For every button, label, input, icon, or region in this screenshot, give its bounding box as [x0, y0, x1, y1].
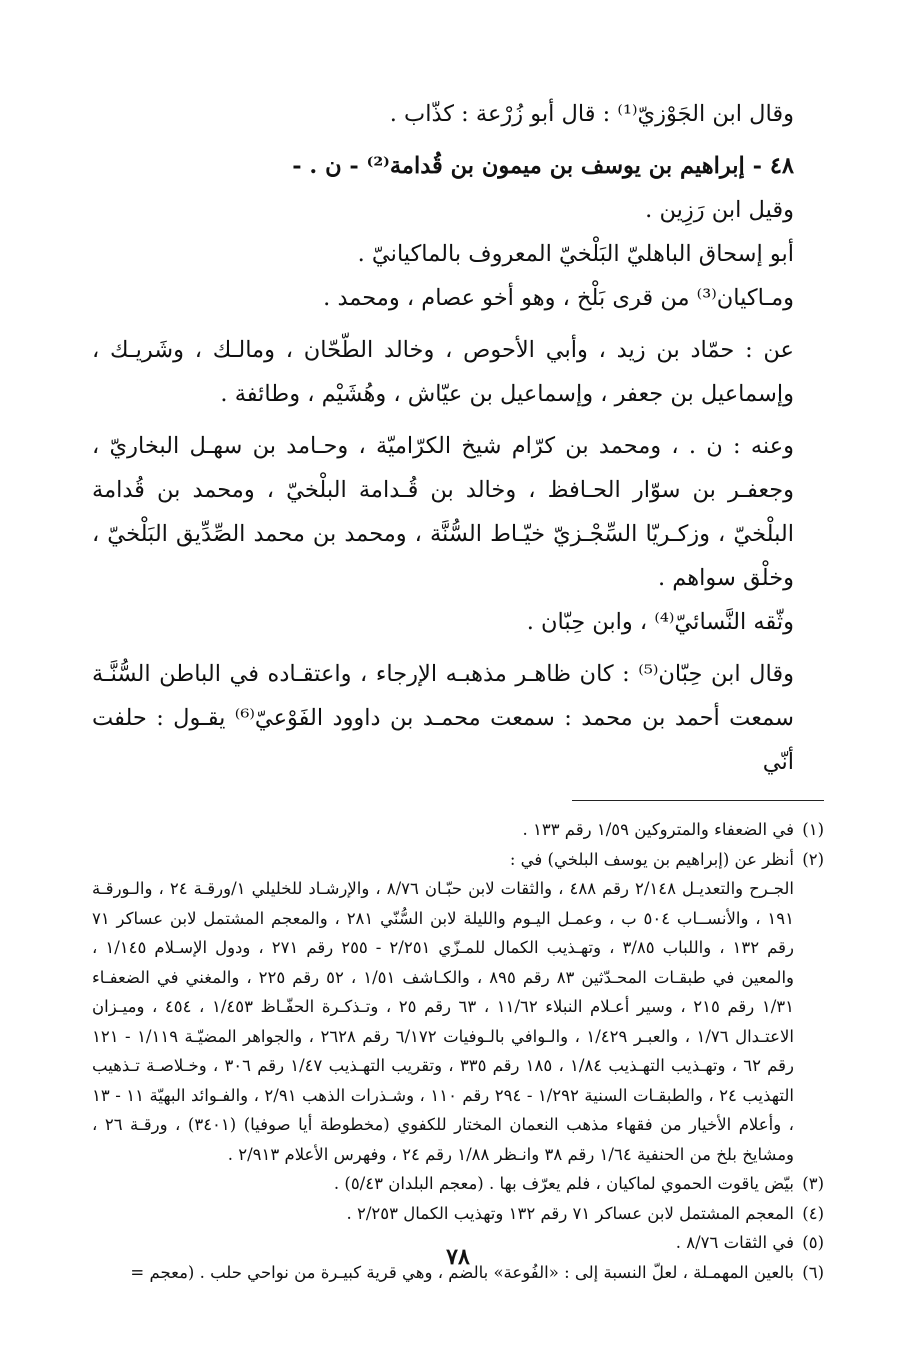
footnote-number: (٥) — [802, 1233, 824, 1252]
footnote-text: المعجم المشتمل لابن عساكر ٧١ رقم ١٣٢ وتهذيب الكمال ٢/٢٥٣ . — [346, 1203, 794, 1223]
footnotes — [92, 815, 824, 1287]
footnote-number: (١) — [802, 820, 824, 839]
paragraph-kunya: أبو إسحاق الباهليّ البَلْخيّ المعروف بالماكيانيّ . — [357, 241, 794, 267]
footnote-number: (٤) — [802, 1203, 824, 1223]
paragraph-alt-name: وقيل ابن رَزِين . — [645, 197, 794, 223]
page-number: ٧٨ — [446, 1244, 470, 1270]
footnote — [92, 845, 824, 875]
footnote-sources-list: الجـرح والتعديـل ٢/١٤٨ رقم ٤٨٨ ، والثقات لابن حبّـان ٨/٧٦ ، والإرشـاد للخليلي ١/ورقـة ٢٤ ، والـورقـة ١٩١ ، والأنســاب ٥٠٤ ب ، وعمـل اليـوم والليلة لابن السُّنّي ٢٨١ ، والمعجم المشتمل لابن عساكر ٧١ رقم ١٣٢ ، واللباب ٣/٨٥ ، وتهـذيب الكمال للمـزّي ٢/٢٥١ - ٢٥٥ رقم ٢٧١ ، ودول الإسـلام ١/١٤٥ ، والمعين في طبقـات المحـدّثين ٨٣ رقم ٨٩٥ ، والكـاشف ١/٥١ ، ٥٢ رقم ٢٢٥ ، والمغني في الضعفـاء ١/٣١ رقم ٢١٥ ، وسير أعـلام النبلاء ١١/٦٢ ، ٦٣ رقم ٢٥ ، وتـذكـرة الحفّـاظ ١/٤٥٣ ، ٤٥٤ ، وميـزان الاعتـدال ١/٧٦ ، والعبـر ١/٤٢٩ ، والـوافي بالـوفيات ٦/١٧٢ رقم ٢٦٢٨ ، والجواهر المضيّـة ١/١١٩ - ١٢١ رقم ٦٢ ، وتهـذيب التهـذيب ١/٨٤ ، ١٨٥ رقم ٣٣٥ ، وتقريب التهـذيب ١/٤٧ رقم ٣٠٦ ، وخـلاصـة تـذهيب التهذيب ٢٤ ، والطبقـات السنية ١/٢٩٢ - ٢٩٤ رقم ١١٠ ، وشـذرات الذهب ٢/٩١ ، والفـوائد البهيّة ١١ - ١٣ ، وأعلام الأخيار من فقهاء مذهب النعمان المختار للكفوي (مخطوطة أيا صوفيا) (٣٤٠١) ، ورقـة ٢٦ ، ومشايخ بلخ من الحنفية ١/٦٤ رقم ٣٨ وانـظر ١/٨٨ رقم ٢٤ ، وفهرس الأعلام ٢/٩١٣ . — [92, 879, 795, 1164]
footnote-text: في الثقات ٨/٧٦ . — [675, 1233, 794, 1252]
footnote-number: (٢) — [802, 849, 824, 869]
paragraph-teachers: عن : حمّاد بن زيد ، وأبي الأحوص ، وخالد الطّحّان ، ومالـك ، وشَريـك ، وإسماعيل بن جعفر ، وإسماعيل بن عيّاش ، وهُشَيْم ، وطائفة . — [92, 337, 794, 407]
footnote-divider — [572, 800, 824, 801]
footnote — [92, 1169, 824, 1199]
paragraph-students: وعنه : ن . ، ومحمد بن كرّام شيخ الكرّاميّة ، وحـامد بن سهـل البخاريّ ، وجعفـر بن سوّار الحـافظ ، وخالد بن قُـدامة البلْخيّ ، ومحمد بن قُدامة البلْخيّ ، وزكـريّا السِّجْـزيّ خيّـاط السُّنَّة ، ومحمد بن محمد الصِّدِّيق البَلْخيّ ، وخلْق سواهم . — [92, 433, 794, 591]
paragraph-ibn-hibban: وقال ابن حِبّان⁽⁵⁾ : كان ظاهـر مذهبـه الإرجاء ، واعتقـاده في الباطن السُّنَّـة سمعت أحمد بن محمد : سمعت محمـد بن داوود الفَوْعيّ⁽⁶⁾ يقـول : حلفت أنّي — [92, 661, 795, 775]
footnote-text: في الضعفاء والمتروكين ١/٥٩ رقم ١٣٣ . — [522, 820, 794, 839]
footnote — [92, 815, 824, 845]
paragraph-makiyan: ومـاكيان⁽³⁾ من قرى بَلْخ ، وهو أخو عصام ، ومحمد . — [323, 285, 794, 311]
main-text — [92, 92, 824, 784]
footnote-text: بالعين المهمـلة ، لعلّ النسبة إلى : «الفُوعة» بالضم ، وهي قرية كبيـرة من نواحي حلب . (معجم = — [130, 1262, 794, 1282]
footnote-number: (٦) — [802, 1262, 824, 1282]
paragraph-authentication: وثّقه النَّسائيّ⁽⁴⁾ ، وابن حِبّان . — [526, 609, 794, 635]
footnote — [92, 1199, 824, 1229]
footnote-text: أنظر عن (إبراهيم بن يوسف البلخي) في : — [509, 849, 794, 869]
entry-heading-48: ٤٨ - إبراهيم بن يوسف بن ميمون بن قُدامة⁽²⁾ - ن . - — [292, 153, 794, 179]
footnote-number: (٣) — [802, 1174, 824, 1193]
paragraph-ibn-jawzi: وقال ابن الجَوْزيّ⁽¹⁾ : قال أبو زُرْعة : كذّاب . — [389, 101, 794, 127]
footnote-text: بيّض ياقوت الحموي لماكيان ، فلم يعرّف بها . (معجم البلدان ٥/٤٣) . — [333, 1174, 794, 1193]
